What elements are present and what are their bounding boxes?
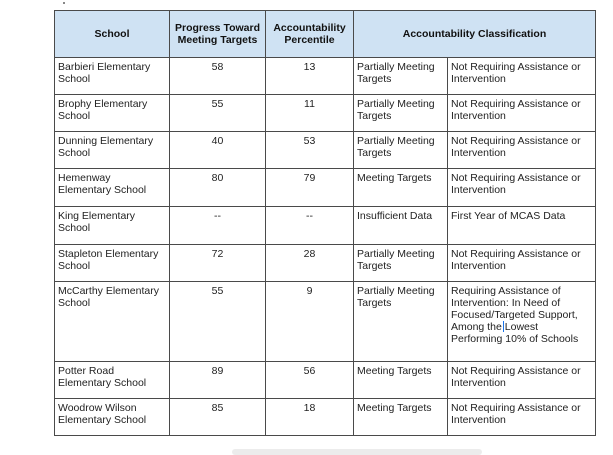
table-row (55, 207, 596, 245)
table-row (55, 282, 596, 362)
assistance-text-before-cursor: Requiring Assistance of Intervention: In Need of Focused/Targeted Support, Among the (451, 285, 578, 333)
percentile-cell[interactable]: 56 (266, 362, 354, 399)
percentile-cell[interactable]: 11 (266, 95, 354, 132)
progress-cell[interactable]: 55 (170, 282, 266, 362)
table-row (55, 169, 596, 207)
header-progress[interactable]: Progress Toward Meeting Targets (170, 11, 266, 58)
assistance-cell[interactable]: Not Requiring Assistance or Intervention (448, 362, 596, 399)
table-row (55, 132, 596, 169)
assistance-cell[interactable]: First Year of MCAS Data (448, 207, 596, 245)
percentile-cell[interactable]: 53 (266, 132, 354, 169)
percentile-cell[interactable]: 9 (266, 282, 354, 362)
assistance-cell[interactable]: Not Requiring Assistance or Intervention (448, 132, 596, 169)
status-cell[interactable]: Partially Meeting Targets (354, 58, 448, 95)
progress-cell[interactable]: 85 (170, 399, 266, 436)
school-cell[interactable]: King Elementary School (55, 207, 170, 245)
status-cell[interactable]: Partially Meeting Targets (354, 245, 448, 282)
table-row (55, 58, 596, 95)
header-school[interactable]: School (55, 11, 170, 58)
progress-cell[interactable]: 55 (170, 95, 266, 132)
header-row (55, 11, 596, 58)
assistance-cell[interactable]: Not Requiring Assistance or Intervention (448, 95, 596, 132)
progress-cell[interactable]: 80 (170, 169, 266, 207)
header-percentile[interactable]: Accountability Percentile (266, 11, 354, 58)
percentile-cell[interactable]: 18 (266, 399, 354, 436)
assistance-cell[interactable]: Not Requiring Assistance or Intervention (448, 245, 596, 282)
status-cell[interactable]: Partially Meeting Targets (354, 95, 448, 132)
school-cell[interactable]: Brophy Elementary School (55, 95, 170, 132)
school-cell[interactable]: Dunning Elementary School (55, 132, 170, 169)
status-cell[interactable]: Meeting Targets (354, 169, 448, 207)
table-row (55, 245, 596, 282)
header-classification[interactable]: Accountability Classification (354, 11, 596, 58)
status-cell[interactable]: Partially Meeting Targets (354, 282, 448, 362)
assistance-text-after-cursor: Lowest Performing 10% of Schools (451, 321, 579, 345)
progress-cell[interactable]: 40 (170, 132, 266, 169)
percentile-cell[interactable]: 13 (266, 58, 354, 95)
progress-cell[interactable]: 89 (170, 362, 266, 399)
school-cell[interactable]: Stapleton Elementary School (55, 245, 170, 282)
status-cell[interactable]: Insufficient Data (354, 207, 448, 245)
status-cell[interactable]: Partially Meeting Targets (354, 132, 448, 169)
assistance-cell[interactable]: Not Requiring Assistance or Intervention (448, 399, 596, 436)
accountability-table (54, 10, 596, 436)
status-cell[interactable]: Meeting Targets (354, 362, 448, 399)
school-cell[interactable]: Barbieri Elementary School (55, 58, 170, 95)
bottom-scrollbar[interactable] (232, 449, 482, 455)
percentile-cell[interactable]: -- (266, 207, 354, 245)
school-cell[interactable]: Hemenway Elementary School (55, 169, 170, 207)
page-mark (63, 2, 65, 4)
progress-cell[interactable]: -- (170, 207, 266, 245)
progress-cell[interactable]: 72 (170, 245, 266, 282)
percentile-cell[interactable]: 28 (266, 245, 354, 282)
school-cell[interactable]: Woodrow Wilson Elementary School (55, 399, 170, 436)
table-row (55, 399, 596, 436)
percentile-cell[interactable]: 79 (266, 169, 354, 207)
assistance-cell[interactable]: Not Requiring Assistance or Intervention (448, 169, 596, 207)
status-cell[interactable]: Meeting Targets (354, 399, 448, 436)
text-cursor (503, 321, 504, 332)
progress-cell[interactable]: 58 (170, 58, 266, 95)
school-cell[interactable]: Potter Road Elementary School (55, 362, 170, 399)
table-row (55, 362, 596, 399)
assistance-cell[interactable] (448, 282, 596, 362)
assistance-cell[interactable]: Not Requiring Assistance or Intervention (448, 58, 596, 95)
table-row (55, 95, 596, 132)
school-cell[interactable]: McCarthy Elementary School (55, 282, 170, 362)
